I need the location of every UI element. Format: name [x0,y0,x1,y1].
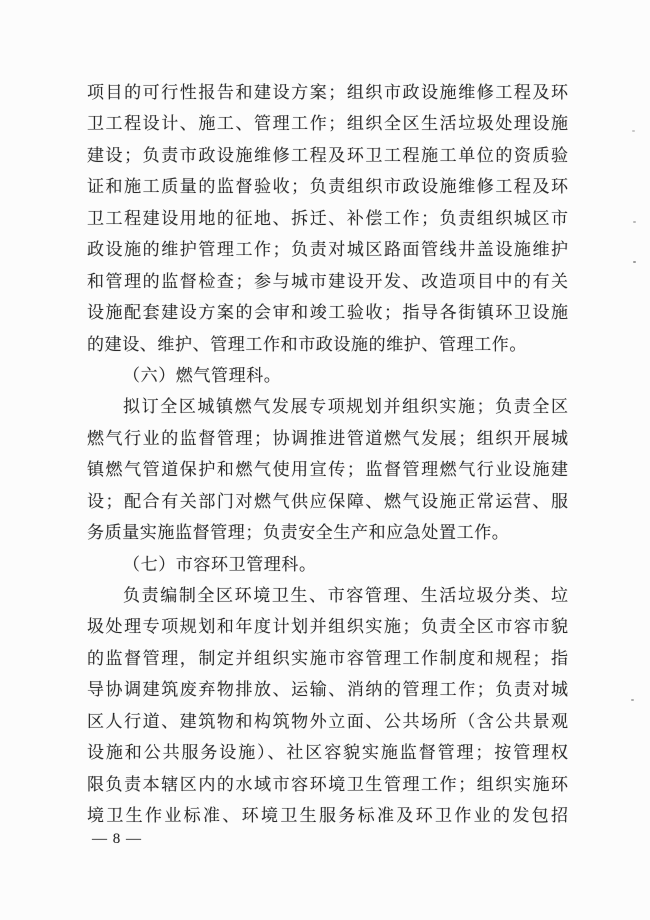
text-line: 设施和公共服务设施）、社区容貌实施监督管理；按管理权 [87,743,568,763]
page-number: — 8 — [92,831,142,847]
text-line: 政设施的维护管理工作；负责对城区路面管线井盖设施维护 [87,240,568,260]
text-line: 区人行道、建筑物和构筑物外立面、公共场所（含公共景观 [87,711,568,731]
scan-speck [632,130,635,132]
text-line: 和管理的监督检查；参与城市建设开发、改造项目中的有关 [87,271,568,291]
text-line: 建设；负责市政设施维修工程及环卫工程施工单位的资质验 [87,145,568,165]
text-line: 务质量实施监督管理；负责安全生产和应急处置工作。 [87,523,510,543]
text-line: 拟订全区城镇燃气发展专项规划并组织实施；负责全区 [123,397,568,417]
text-line: 设施配套建设方案的会审和竣工验收；指导各街镇环卫设施 [87,303,568,323]
text-line: 证和施工质量的监督验收；负责组织市政设施维修工程及环 [87,177,568,197]
text-line: 镇燃气管道保护和燃气使用宣传；监督管理燃气行业设施建 [87,460,568,480]
text-line: （六）燃气管理科。 [123,365,282,385]
text-line: 导协调建筑废弃物排放、运输、消纳的管理工作；负责对城 [87,680,568,700]
text-line: 圾处理专项规划和年度计划并组织实施；负责全区市容市貌 [87,617,568,637]
scan-speck [633,261,636,263]
scan-speck [631,699,634,701]
text-line: 设；配合有关部门对燃气供应保障、燃气设施正常运营、服 [87,491,568,511]
document-body-text [87,77,568,832]
text-line: 卫工程设计、施工、管理工作；组织全区生活垃圾处理设施 [87,114,568,134]
text-line: 燃气行业的监督管理；协调推进管道燃气发展；组织开展城 [87,428,568,448]
text-line: 限负责本辖区内的水域市容环境卫生管理工作；组织实施环 [87,774,568,794]
text-line: 项目的可行性报告和建设方案；组织市政设施维修工程及环 [87,83,568,102]
text-line: 境卫生作业标准、环境卫生服务标准及环卫作业的发包招 [87,806,568,826]
text-line: 的建设、维护、管理工作和市政设施的维护、管理工作。 [87,334,527,354]
text-line: 的监督管理，制定并组织实施市容管理工作制度和规程；指 [87,648,568,668]
text-line: 卫工程建设用地的征地、拆迁、补偿工作；负责组织城区市 [87,208,568,228]
scan-speck [633,221,636,223]
text-line: （七）市容环卫管理科。 [123,554,317,574]
text-line: 负责编制全区环境卫生、市容管理、生活垃圾分类、垃 [123,586,568,605]
